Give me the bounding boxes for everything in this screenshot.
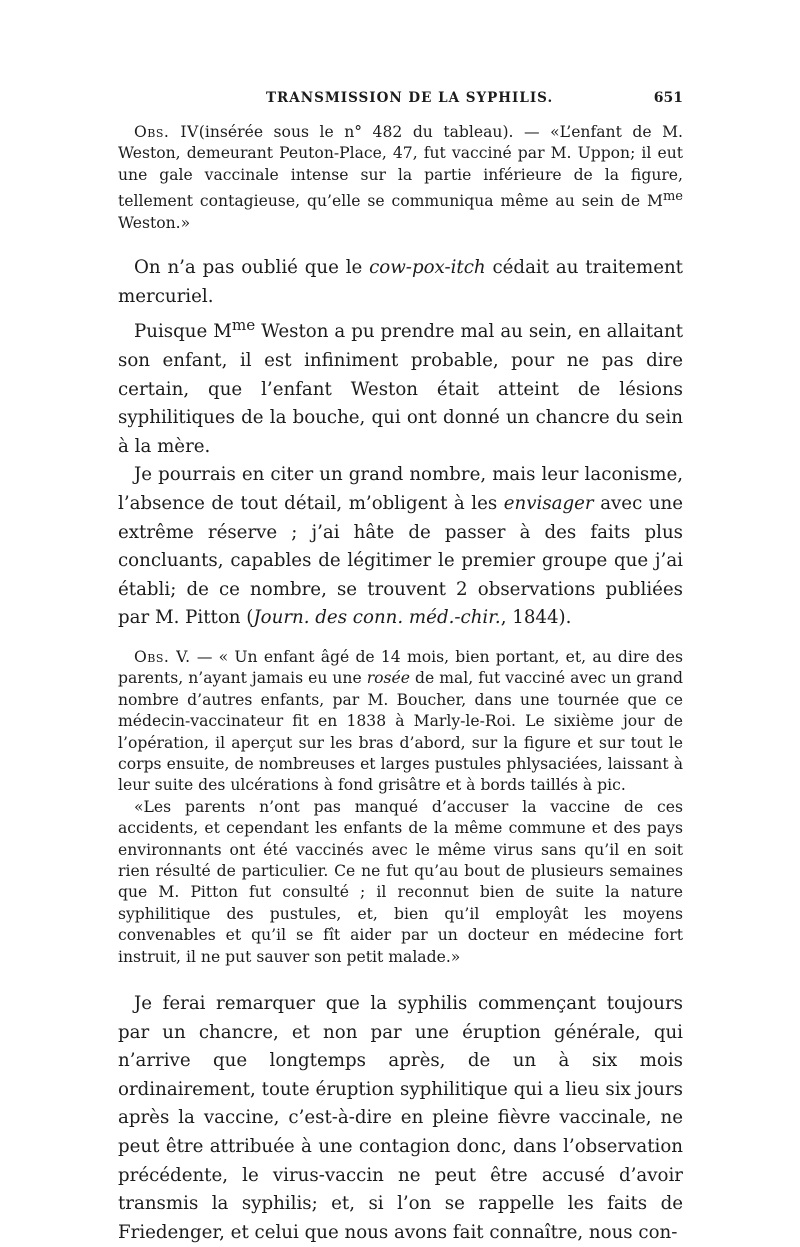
observation-5 bbox=[118, 647, 683, 797]
page-header bbox=[118, 90, 683, 116]
paragraph-conclusion: Je ferai remarquer que la syphilis commençant toujours par un chancre, et non par une éruption générale, qui n’arrive que longtemps après, de un à six mois ordinairement, toute éruption syphilitique qui a lieu six jours après la vaccine, c’est-à-dire en pleine fièvre vaccinale, ne peut être attribuée à une contagion donc, dans l’observation précédente, le virus-vaccin ne peut être accusé d’avoir transmis la syphilis; et, si l’on se rappelle les faits de Friedenger, et celui que nous avons fait connaître, nous con- bbox=[118, 993, 683, 1243]
paragraph-laconisme-italic-a: envisager bbox=[503, 493, 594, 515]
book-page bbox=[118, 90, 683, 1247]
running-title: TRANSMISSION DE LA SYPHILIS. bbox=[266, 90, 554, 106]
observation-5-continued: «Les parents n’ont pas manqué d’accuser la vaccine de ces accidents, et cependant les enfants de la même commune et des pays environnants ont été vaccinés avec le même virus sans qu’il en soit rien résulté de particulier. Ce ne fut qu’au bout de plusieurs semaines que M. Pitton fut consulté ; il reconnut bien de suite la nature syphilitique des pustules, et, bien qu’il employât les moyens convenables et qu’il se fît aider par un docteur en médecine fort instruit, il ne put sauver son petit malade.» bbox=[118, 797, 683, 966]
page-number: 651 bbox=[653, 90, 683, 106]
observation-4-text-a: (insérée sous le n° 482 du tableau). — «L’enfant de M. Weston, demeurant Peuton-Place, 47, fut vacciné par M. Uppon; il eut une gale vaccinale intense sur la partie inférieure de la figure, tellement contagieuse, qu’elle se communiqua même au sein de M bbox=[118, 123, 683, 211]
observation-5-text-b: de mal, fut vacciné avec un grand nombre d’autres enfants, par M. Boucher, dans une tournée que ce médecin-vaccinateur fit en 1838 à Marly-le-Roi. Le sixième jour de l’opération, il aperçut sur les bras d’abord, sur la figure et sur tout le corps ensuite, de nombreuses et larges pustules phlysaciées, laissant à leur suite des ulcérations à fond grisâtre et à bords taillés à pic. bbox=[118, 669, 683, 795]
paragraph-weston bbox=[118, 311, 683, 461]
paragraph-laconisme-text-c: , 1844). bbox=[500, 607, 572, 629]
observation-4-text-b: Weston.» bbox=[118, 213, 191, 232]
paragraph-cow-pox-text-a: On n’a pas oublié que le bbox=[134, 257, 370, 279]
paragraph-laconisme-italic-b: Journ. des conn. méd.-chir. bbox=[253, 607, 501, 629]
observation-5-label: Obs. V. bbox=[134, 648, 191, 666]
observation-5-italic: rosée bbox=[366, 669, 410, 688]
paragraph-cow-pox-text-b: cédait au traitement mercuriel. bbox=[118, 257, 683, 307]
observation-4 bbox=[118, 122, 683, 234]
observation-4-label: Obs. IV bbox=[134, 123, 199, 141]
paragraph-weston-superscript: me bbox=[231, 316, 256, 335]
paragraph-cow-pox-italic: cow-pox-itch bbox=[369, 257, 486, 279]
paragraph-weston-text-b: Weston a pu prendre mal au sein, en allaitant son enfant, il est infiniment probable, pour ne pas dire certain, que l’enfant Weston était atteint de lésions syphilitiques de la bouche, qui ont donné un chancre du sein à la mère. bbox=[118, 321, 683, 457]
observation-5-text-a: — « Un enfant âgé de 14 mois, bien portant, et, au dire des parents, n’ayant jamais eu une bbox=[118, 648, 683, 688]
paragraph-laconisme bbox=[118, 461, 683, 633]
paragraph-cow-pox bbox=[118, 254, 683, 311]
paragraph-laconisme-text-b: avec une extrême réserve ; j’ai hâte de passer à des faits plus concluants, capables de légitimer le premier groupe que j’ai établi; de ce nombre, se trouvent 2 observations publiées par M. Pitton ( bbox=[118, 493, 683, 629]
observation-4-superscript: me bbox=[662, 189, 683, 205]
paragraph-weston-text-a: Puisque M bbox=[134, 321, 232, 343]
paragraph-laconisme-text-a: Je pourrais en citer un grand nombre, mais leur laconisme, l’absence de tout détail, m’obligent à les bbox=[118, 464, 683, 515]
